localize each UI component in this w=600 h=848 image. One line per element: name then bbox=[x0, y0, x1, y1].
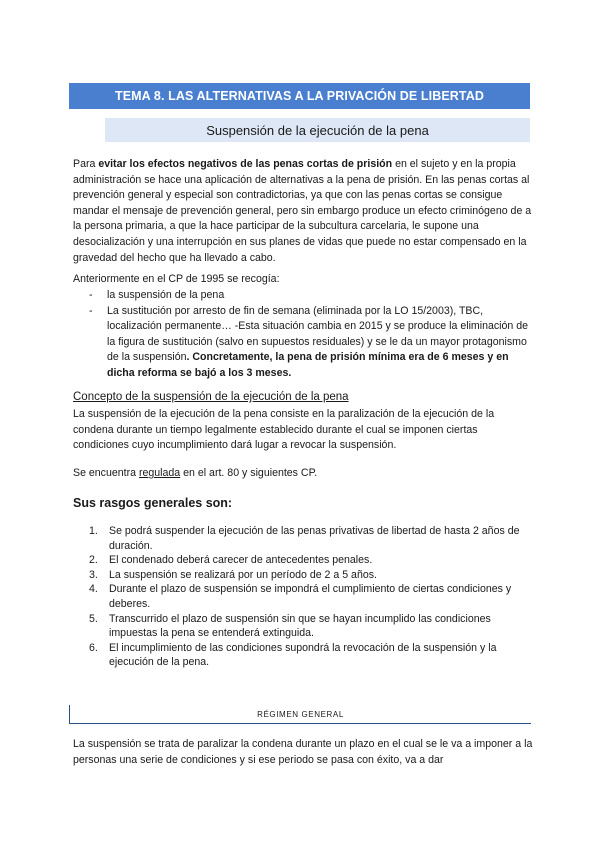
list-item bbox=[73, 568, 533, 583]
list-item-text: El incumplimiento de las condiciones supondrá la revocación de la suspensión y la ejecución de la pena. bbox=[109, 641, 497, 669]
dash-marker: - bbox=[89, 289, 93, 301]
list-item bbox=[73, 641, 533, 670]
concepto-paragraph: La suspensión de la ejecución de la pena consiste en la paralización de la ejecución de la condena durante un tiempo legalmente establecido durante el cual se imponen ciertas condiciones cuyo incumplimiento dará lugar a revocar la suspensión. bbox=[73, 408, 495, 452]
list-item-text: La suspensión se realizará por un período de 2 a 5 años. bbox=[109, 568, 377, 581]
section-subtitle: Suspensión de la ejecución de la pena bbox=[105, 118, 530, 142]
rasgos-heading: Sus rasgos generales son: bbox=[73, 496, 233, 510]
item-number: 4. bbox=[89, 583, 98, 596]
cp1995-list bbox=[73, 288, 533, 382]
list-item-text: La sustitución por arresto de fin de semana (eliminada por la LO 15/2003), TBC, localización permanente… -Esta situación cambia en 2015 y se produce la eliminación de la figura de sustitución (salvo en supuestos residuales) y se le da un mayor protagonismo de la suspensión bbox=[107, 304, 529, 364]
list-item-bold-text: . Concretamente, la pena de prisión mínima era de 6 meses y en dicha reforma se bajó a los 3 meses. bbox=[107, 351, 509, 379]
list-item-text: Se podrá suspender la ejecución de las penas privativas de libertad de hasta 2 años de duración. bbox=[109, 525, 520, 552]
regimen-paragraph: La suspensión se trata de paralizar la condena durante un plazo en el cual se le va a imponer a la personas una serie de condiciones y si ese periodo se pasa con éxito, va a dar bbox=[73, 738, 533, 766]
item-number: 6. bbox=[89, 641, 98, 654]
list-item bbox=[73, 582, 533, 611]
item-number: 5. bbox=[89, 612, 98, 625]
list-item bbox=[73, 524, 533, 553]
list-item bbox=[73, 612, 533, 641]
intro-paragraph bbox=[73, 157, 533, 266]
intro-text-start: Para bbox=[73, 158, 99, 170]
intro-bold-text: evitar los efectos negativos de las penas cortas de prisión bbox=[98, 158, 393, 170]
list-item-text: El condenado deberá carecer de antecedentes penales. bbox=[109, 554, 373, 567]
item-number: 3. bbox=[89, 568, 98, 581]
rasgos-list bbox=[73, 524, 533, 670]
list-item-text: Durante el plazo de suspensión se impondrá el cumplimiento de ciertas condiciones y deberes. bbox=[109, 583, 512, 610]
regulada-text-end: en el art. 80 y siguientes CP. bbox=[180, 467, 318, 479]
regulada-paragraph bbox=[73, 466, 533, 482]
concepto-heading: Concepto de la suspensión de la ejecución de la pena bbox=[73, 391, 349, 403]
list-item-text: Transcurrido el plazo de suspensión sin que se hayan incumplido las condiciones impuestas la pena se entenderá extinguida. bbox=[109, 612, 491, 640]
list-item bbox=[73, 288, 533, 304]
intro-text-rest: en el sujeto y en la propia administración se hace una aplicación de alternativas a la pena de prisión. En las penas cortas al prevención general y especial son contradictorias, ya que con las penas cortas se consigue mandar el mensaje de prevención general, pero sin embargo produce un efecto criminógeno de a la persona primaria, a que la hace participar de la subcultura carcelaria, le supone una desocialización y una interrupción en sus planes de vidas que puede no estar compensado en la gravedad del hecho que ha llevado a cabo. bbox=[73, 158, 532, 264]
regimen-section-header: RÉGIMEN GENERAL bbox=[69, 705, 531, 724]
item-number: 2. bbox=[89, 554, 98, 567]
regulada-text-start: Se encuentra bbox=[73, 467, 139, 479]
chapter-title: TEMA 8. LAS ALTERNATIVAS A LA PRIVACIÓN DE LIBERTAD bbox=[69, 83, 530, 109]
list-item-text: la suspensión de la pena bbox=[107, 289, 225, 301]
dash-marker: - bbox=[89, 304, 93, 317]
list-item bbox=[73, 553, 533, 568]
item-number: 1. bbox=[89, 525, 98, 537]
cp1995-lead: Anteriormente en el CP de 1995 se recogía: bbox=[73, 273, 280, 285]
list-item bbox=[73, 304, 533, 382]
regulada-link[interactable]: regulada bbox=[138, 467, 181, 479]
